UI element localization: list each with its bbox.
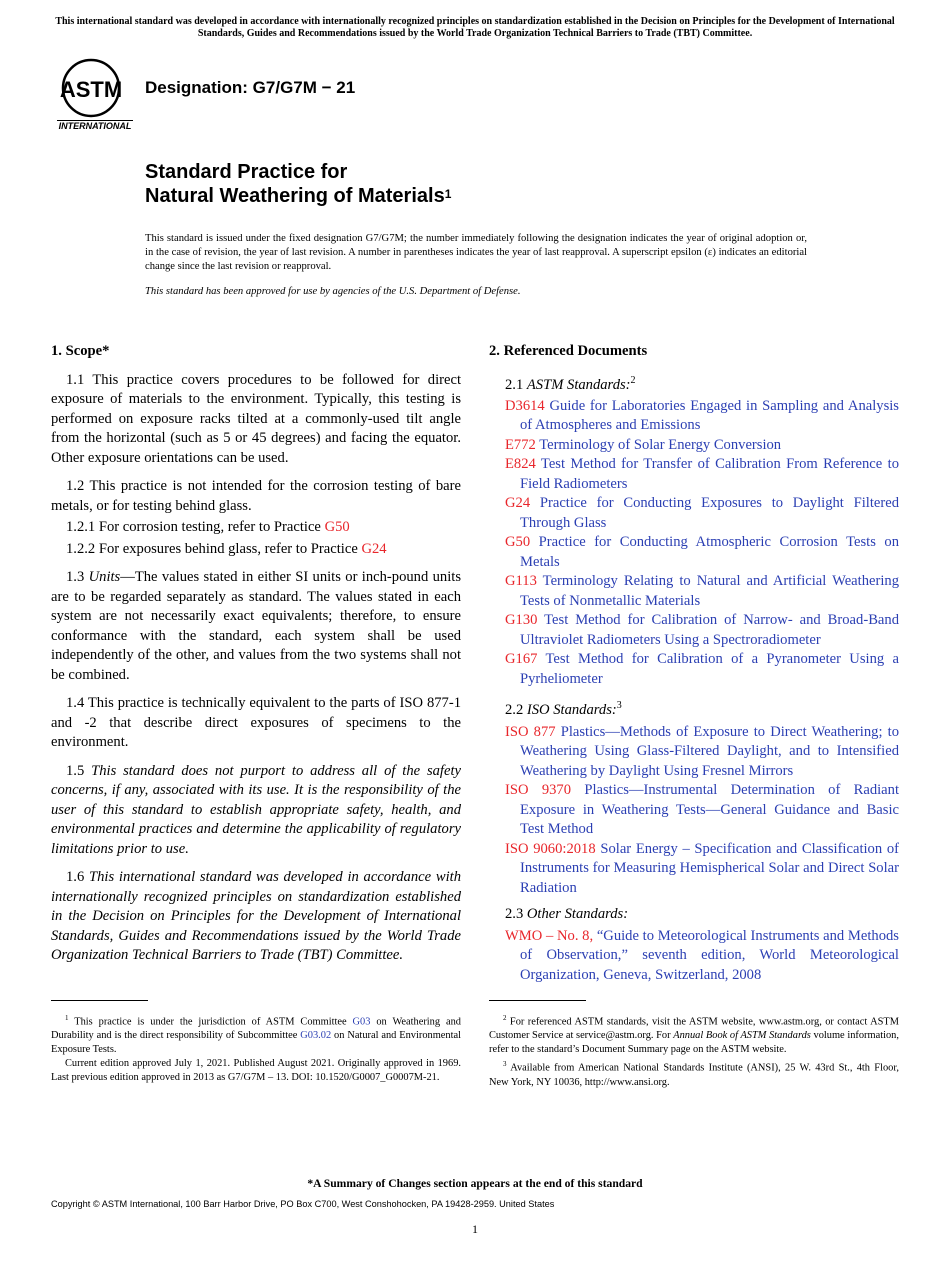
summary-note: *A Summary of Changes section appears at the end of this standard (307, 1177, 643, 1190)
reference-code-link[interactable]: E824 (505, 456, 536, 473)
reference-code-link[interactable]: ISO 877 (505, 723, 556, 740)
para-1-5-num: 1.5 (66, 762, 92, 779)
reference-item (489, 572, 899, 611)
para-1-1: 1.1 This practice covers procedures to be followed for direct exposure of materials to the environment. Typically, this testing is performed on exposure racks tilted at a commonly-used tilt angle from the horizontal (such as 5 or 45 degrees) and facing the equator. Other exposure orientations can be used. (51, 371, 461, 466)
other-reference-list (489, 927, 899, 986)
reference-item (489, 533, 899, 572)
para-1-5-italic: This standard does not purport to address all of the safety concerns, if any, associated with its use. It is the responsibility of the user of this standard to establish appropriate safety, health, and environmental practices and determine the applicability of regulatory limitations prior to use. (51, 762, 461, 857)
iso-standards-label (489, 696, 899, 720)
issued-note: This standard is issued under the fixed designation G7/G7M; the number immediately following the designation indicates the year of original adoption or, in the case of revision, the year of last revision. A number in parentheses indicates the year of last reapproval. A superscript epsilon (ε) indicates an editorial change since the last revision or reapproval. (145, 233, 807, 272)
reference-title-link[interactable]: Test Method for Calibration of a Pyranometer Using a Pyrheliometer (520, 651, 899, 687)
para-1-6-num: 1.6 (66, 869, 90, 885)
astm-reference-list (489, 397, 899, 690)
iso-reference-list (489, 723, 899, 899)
dod-note: This standard has been approved for use by agencies of the U.S. Department of Defense. (145, 286, 521, 297)
reference-item (489, 723, 899, 782)
footnote-1-b: on Weathering and Durability and is the direct responsibility of Subcommittee (51, 1016, 461, 1042)
astm-label: ASTM Standards: (526, 376, 631, 393)
footnote-2-sup: 2 (503, 1014, 507, 1022)
reference-title-link[interactable]: Test Method for Transfer of Calibration From Reference to Field Radiometers (520, 456, 899, 492)
footnote-1-edition: Current edition approved July 1, 2021. Published August 2021. Originally approved in 1969. Last previous edition approved in 2013 as G7/G7M – 13. DOI: 10.1520/G0007_G0007M-21. (51, 1058, 461, 1084)
other-num: 2.3 (505, 906, 527, 923)
footnote-2-a: For referenced ASTM standards, visit the ASTM website, www.astm.org, or contact ASTM Customer Service at service@astm.org. For (489, 1016, 899, 1042)
reference-item (489, 436, 899, 456)
reference-title-link[interactable]: “Guide to Meteorological Instruments and Methods of Observation,” seventh edition, World Meteorological Organization, Geneva, Switzerland, 2008 (520, 927, 899, 983)
footnotes-right (489, 1011, 899, 1090)
para-1-5 (51, 762, 461, 860)
para-1-2-1-text: 1.2.1 For corrosion testing, refer to Practice (66, 519, 325, 535)
reference-code-link[interactable]: G50 (505, 534, 531, 551)
reference-code-link[interactable]: G113 (505, 573, 537, 590)
link-g03[interactable]: G03 (352, 1016, 371, 1028)
reference-title-link[interactable]: Plastics—Methods of Exposure to Direct Weathering; to Weathering Using Glass-Filtered Daylight, and to Intensified Weathering by Daylight Using Fresnel Mirrors (520, 723, 899, 779)
title-line-1: Standard Practice for (145, 161, 348, 183)
reference-code-link[interactable]: D3614 (505, 397, 545, 414)
para-1-3 (51, 568, 461, 685)
reference-item (489, 611, 899, 650)
para-1-6-italic: This international standard was developed in accordance with internationally recognized principles on standardization established in the Decision on Principles for the Development of International Standards, Guides and Recommendations issued by the World Trade Organization Technical Barriers to Trade (TBT) Committee. (51, 869, 462, 963)
reference-code-link[interactable]: G167 (505, 651, 538, 668)
para-1-2: 1.2 This practice is not intended for the corrosion testing of bare metals, or for testing behind glass. (51, 478, 461, 514)
footnote-3 (489, 1057, 899, 1089)
footnote-rule-left (51, 1000, 148, 1001)
para-1-2-2 (51, 540, 461, 560)
footnote-2-italic: Annual Book of ASTM Standards (673, 1030, 811, 1042)
iso-label: ISO Standards: (526, 702, 617, 719)
link-g24[interactable]: G24 (361, 540, 387, 557)
title-line-2-text: Natural Weathering of Materials (145, 185, 445, 207)
astm-num: 2.1 (505, 376, 527, 393)
reference-title-link[interactable]: Test Method for Calibration of Narrow- and Broad-Band Ultraviolet Radiometers Using a Spectroradiometer (520, 612, 899, 648)
footnote-3-sup: 3 (503, 1060, 507, 1069)
reference-title-link[interactable]: Practice for Conducting Exposures to Daylight Filtered Through Glass (520, 495, 899, 531)
reference-code-link[interactable]: ISO 9370 (505, 782, 572, 799)
reference-item (489, 494, 899, 533)
footnote-3-text: Available from American National Standards Institute (ANSI), 25 W. 43rd St., 4th Floor, New York, NY 10036, http://www.ansi.org. (489, 1062, 899, 1088)
reference-item (489, 927, 899, 986)
copyright: Copyright © ASTM International, 100 Barr Harbor Drive, PO Box C700, West Conshohocken, PA 19428-2959. United States (51, 1199, 555, 1209)
reference-title-link[interactable]: Plastics—Instrumental Determination of Radiant Exposure in Weathering Tests—General Guidance and Basic Test Method (520, 782, 900, 838)
footnote-2-b: volume information, refer to the standard’s Document Summary page on the ASTM website. (489, 1030, 899, 1056)
reference-title-link[interactable]: Terminology Relating to Natural and Artificial Weathering Tests of Nonmetallic Materials (520, 573, 899, 609)
footnote-2 (489, 1011, 899, 1057)
page-title (145, 160, 451, 208)
footnote-1 (51, 1011, 461, 1057)
title-line-2 (145, 184, 451, 208)
link-g50[interactable]: G50 (324, 519, 350, 535)
reference-title-link[interactable]: Terminology of Solar Energy Conversion (539, 436, 782, 453)
reference-item (489, 455, 899, 494)
logo-org-text: ASTM (59, 77, 123, 102)
reference-code-link[interactable]: ISO 9060:2018 (505, 840, 596, 857)
scope-heading: 1. Scope* (51, 343, 110, 359)
para-1-2-1 (51, 518, 461, 538)
top-notice: This international standard was developed in accordance with internationally recognized principles on standardization established in the Decision on Principles for the Development of International Standards, Guides and Recommendations issued by the World Trade Organization Technical Barriers to Trade (TBT) Committee. (55, 16, 895, 39)
reference-code-link[interactable]: G24 (505, 495, 531, 512)
para-1-2-2-text: 1.2.2 For exposures behind glass, refer to Practice (66, 540, 362, 557)
refs-heading: 2. Referenced Documents (489, 343, 648, 359)
scope-section (51, 342, 461, 975)
astm-standards-label (489, 371, 899, 395)
referenced-documents-section (489, 342, 899, 985)
astm-sup: 2 (630, 374, 636, 386)
para-1-6 (51, 868, 461, 966)
reference-code-link[interactable]: G130 (505, 612, 538, 629)
iso-sup: 3 (616, 700, 622, 712)
reference-item (489, 650, 899, 689)
link-g03-02[interactable]: G03.02 (300, 1030, 332, 1042)
title-footnote-ref: 1 (444, 187, 452, 201)
reference-item (489, 840, 899, 899)
other-label: Other Standards: (526, 906, 629, 923)
astm-logo-icon (55, 58, 135, 132)
astm-logo (55, 58, 135, 132)
para-1-3-text: —The values stated in either SI units or inch-pound units are to be regarded separately as standard. The values stated in each system are not necessarily exact equivalents; therefore, to ensure conformance with the standard, each system shall be used independently of the other, and values from the two systems shall not be combined. (51, 569, 461, 683)
iso-num: 2.2 (505, 702, 527, 719)
footnote-1-sup: 1 (65, 1014, 69, 1022)
para-1-4: 1.4 This practice is technically equivalent to the parts of ISO 877-1 and -2 that describe direct exposures of specimens to the environment. (51, 695, 461, 750)
designation: Designation: G7/G7M − 21 (145, 78, 356, 97)
page-number: 1 (472, 1222, 478, 1236)
reference-code-link[interactable]: E772 (505, 436, 536, 453)
reference-title-link[interactable]: Solar Energy – Specification and Classification of Instruments for Measuring Hemispherical Solar and Direct Solar Radiation (520, 840, 899, 896)
reference-code-link[interactable]: WMO – No. 8, (505, 927, 594, 944)
para-1-3-num: 1.3 (66, 569, 89, 585)
reference-item (489, 781, 899, 840)
para-1-3-italic: Units (88, 569, 121, 585)
footnote-rule-right (489, 1000, 586, 1001)
footnote-1-c: on Natural and Environmental Exposure Tests. (51, 1030, 461, 1056)
reference-title-link[interactable]: Practice for Conducting Atmospheric Corrosion Tests on Metals (520, 534, 899, 570)
reference-title-link[interactable]: Guide for Laboratories Engaged in Sampling and Analysis of Atmospheres and Emissions (520, 397, 899, 434)
logo-word-text: INTERNATIONAL (58, 121, 132, 131)
reference-item (489, 397, 899, 436)
footnotes-left (51, 1011, 461, 1085)
footnote-1-a: This practice is under the jurisdiction of ASTM Committee (74, 1016, 353, 1028)
other-standards-label (489, 905, 899, 925)
